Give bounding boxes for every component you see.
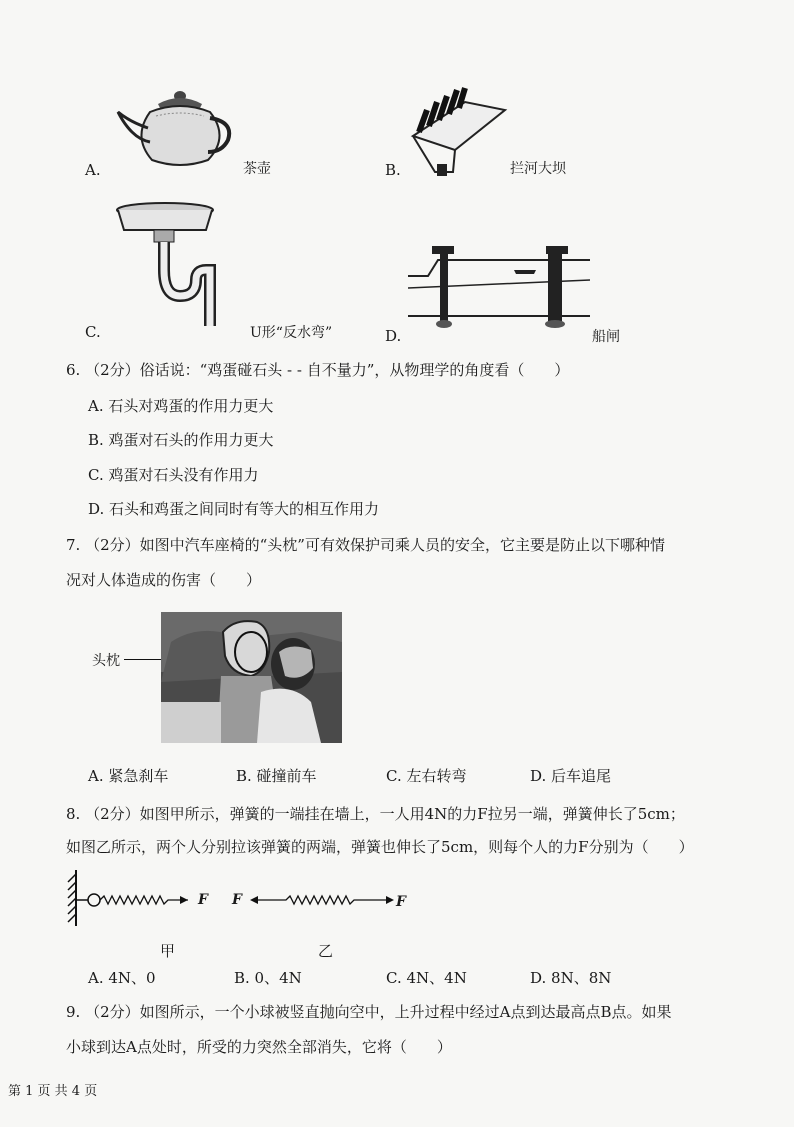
option-a-letter: A.	[85, 161, 101, 179]
question-8-option-a: A. 4N、0	[88, 969, 156, 987]
option-c-letter: C.	[85, 323, 101, 341]
question-8-stem-line1: 8. （2分）如图甲所示，弹簧的一端挂在墙上，一人用4N的力F拉另一端，弹簧伸长了5cm；	[66, 805, 685, 823]
option-b-letter: B.	[385, 161, 401, 179]
question-7-option-c: C. 左右转弯	[386, 767, 467, 785]
question-8-stem-line2: 如图乙所示，两个人分别拉该弹簧的两端，弹簧也伸长了5cm，则每个人的力F分别为（ ）	[66, 838, 694, 856]
option-a-caption: 茶壶	[243, 161, 271, 177]
question-7-option-b: B. 碰撞前车	[236, 767, 317, 785]
question-8-option-b: B. 0、4N	[234, 969, 302, 987]
teapot-figure	[110, 82, 240, 172]
force-label-yi-right: F	[396, 894, 406, 910]
question-6-option-a: A. 石头对鸡蛋的作用力更大	[88, 397, 274, 415]
spring-two-ends-figure	[246, 888, 398, 918]
question-7-option-a: A. 紧急刹车	[88, 767, 169, 785]
question-6-option-c: C. 鸡蛋对石头没有作用力	[88, 466, 259, 484]
question-7-stem-line1: 7. （2分）如图中汽车座椅的“头枕”可有效保护司乘人员的安全，它主要是防止以下哪种情	[66, 536, 665, 554]
option-d-letter: D.	[385, 327, 402, 345]
option-c-caption: U形“反水弯”	[250, 325, 333, 341]
question-9-stem-line1: 9. （2分）如图所示，一个小球被竖直抛向空中，上升过程中经过A点到达最高点B点。如果	[66, 1003, 672, 1021]
u-trap-figure	[110, 200, 220, 330]
question-8-option-c: C. 4N、4N	[386, 969, 467, 987]
question-7-stem-line2: 况对人体造成的伤害（ ）	[66, 571, 262, 589]
spring-wall-figure	[64, 868, 204, 928]
page-footer: 第 1 页 共 4 页	[8, 1084, 98, 1099]
ship-lock-figure	[408, 240, 590, 332]
force-label-jia: F	[198, 892, 208, 908]
question-8-option-d: D. 8N、8N	[530, 969, 612, 987]
question-6-option-b: B. 鸡蛋对石头的作用力更大	[88, 431, 274, 449]
option-d-caption: 船闸	[592, 329, 620, 345]
figure-yi-label: 乙	[318, 942, 334, 960]
headrest-label: 头枕	[92, 653, 120, 669]
car-seat-photo	[161, 612, 342, 743]
dam-figure	[405, 80, 515, 180]
figure-jia-label: 甲	[160, 942, 176, 960]
question-6-option-d: D. 石头和鸡蛋之间同时有等大的相互作用力	[88, 500, 380, 518]
question-9-stem-line2: 小球到达A点处时，所受的力突然全部消失，它将（ ）	[66, 1038, 452, 1056]
force-label-yi-left: F	[232, 892, 242, 908]
question-6-stem: 6. （2分）俗话说：“鸡蛋碰石头 - - 自不量力”，从物理学的角度看（ ）	[66, 361, 570, 379]
option-b-caption: 拦河大坝	[510, 161, 566, 177]
question-7-option-d: D. 后车追尾	[530, 767, 612, 785]
